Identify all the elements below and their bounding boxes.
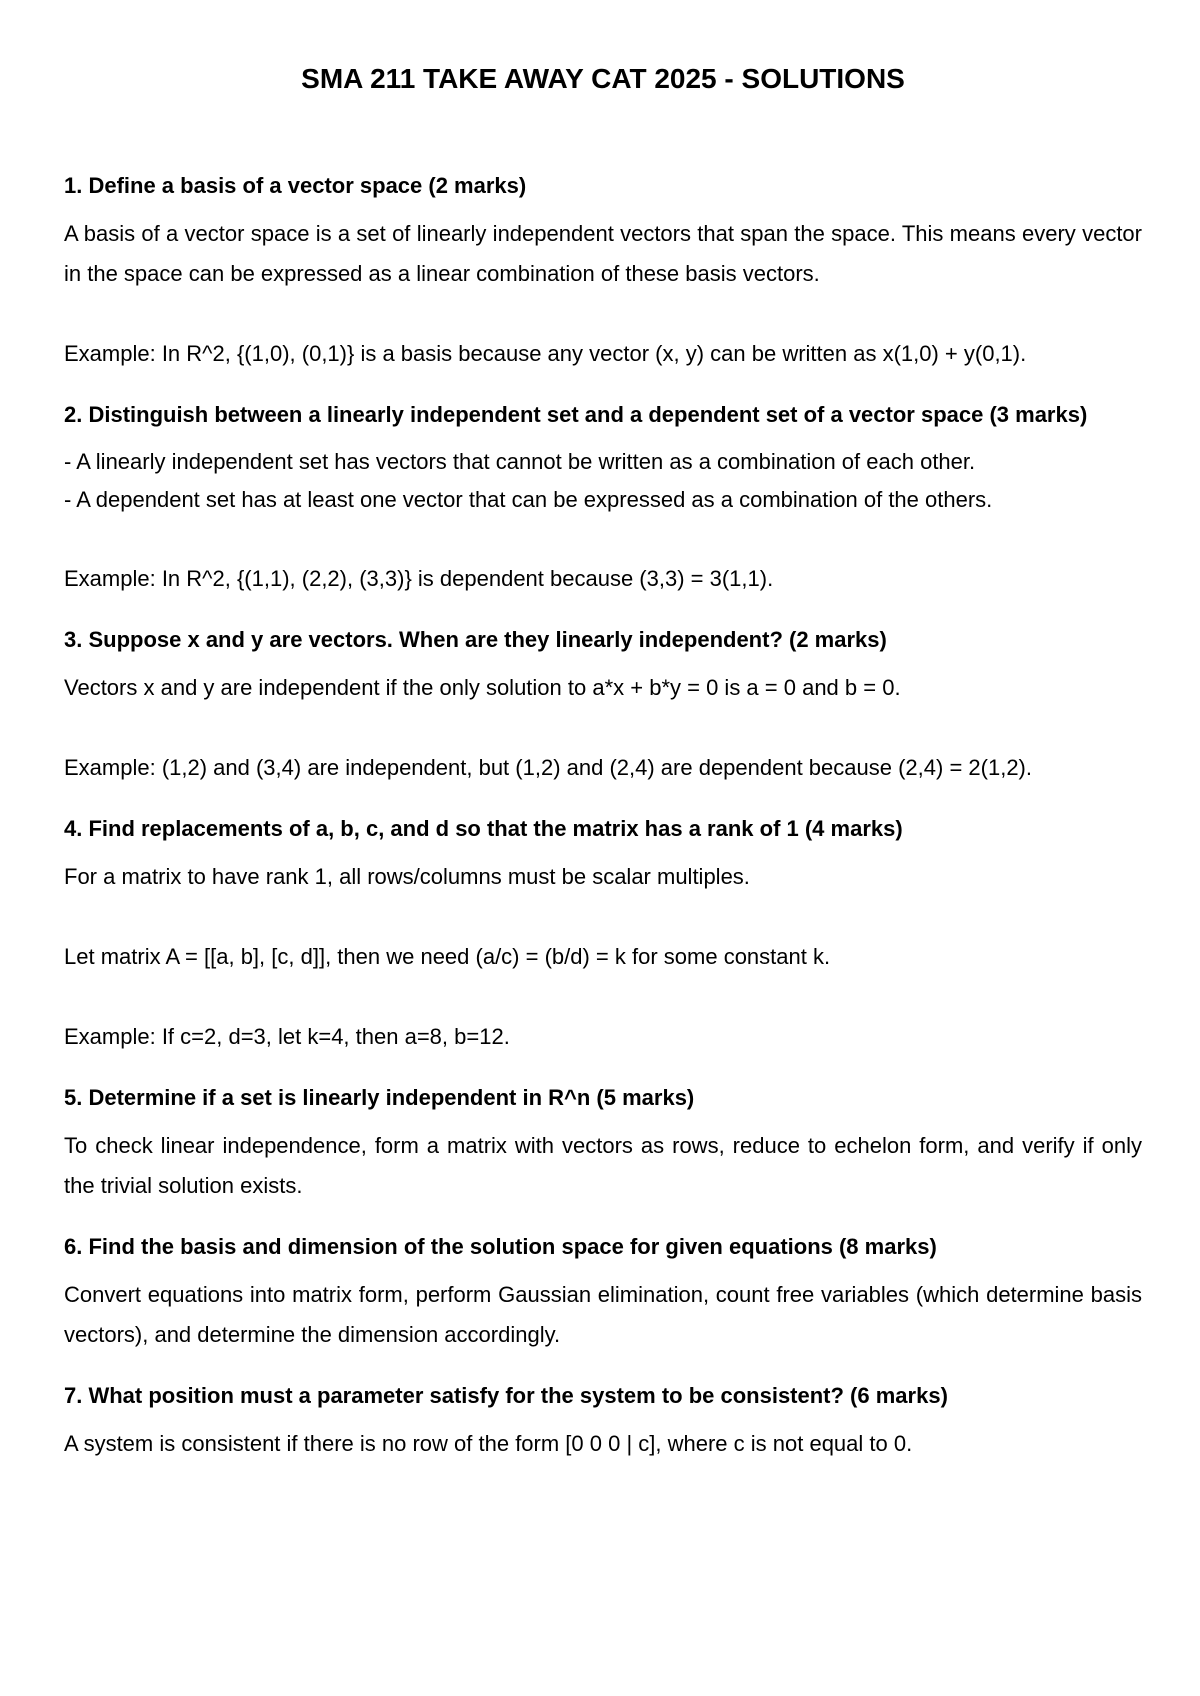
answer-text: To check linear independence, form a matrix with vectors as rows, reduce to echelon form, and verify if only the trivial solution exists. — [64, 1133, 1142, 1198]
question-6 — [64, 1227, 1142, 1355]
answer-text: A basis of a vector space is a set of linearly independent vectors that span the space. This means every vector in the space can be expressed as a linear combination of these basis vectors. — [64, 221, 1142, 286]
answer-example: Example: If c=2, d=3, let k=4, then a=8, b=12. — [64, 1024, 510, 1049]
question-4 — [64, 809, 1142, 1057]
question-heading: 4. Find replacements of a, b, c, and d so that the matrix has a rank of 1 (4 marks) — [64, 816, 903, 841]
question-2 — [64, 395, 1142, 599]
document-page — [64, 62, 1142, 1464]
answer-text: For a matrix to have rank 1, all rows/columns must be scalar multiples. — [64, 864, 750, 889]
question-7 — [64, 1376, 1142, 1464]
question-heading: 6. Find the basis and dimension of the solution space for given equations (8 marks) — [64, 1234, 937, 1259]
question-3 — [64, 620, 1142, 788]
answer-text: - A dependent set has at least one vector that can be expressed as a combination of the others. — [64, 487, 993, 512]
answer-example: Example: In R^2, {(1,1), (2,2), (3,3)} is dependent because (3,3) = 3(1,1). — [64, 566, 774, 591]
answer-text: Vectors x and y are independent if the only solution to a*x + b*y = 0 is a = 0 and b = 0. — [64, 675, 901, 700]
question-heading: 7. What position must a parameter satisfy for the system to be consistent? (6 marks) — [64, 1383, 948, 1408]
question-heading: 3. Suppose x and y are vectors. When are they linearly independent? (2 marks) — [64, 627, 887, 652]
question-heading: 1. Define a basis of a vector space (2 marks) — [64, 173, 527, 198]
question-heading: 5. Determine if a set is linearly independent in R^n (5 marks) — [64, 1085, 695, 1110]
question-5 — [64, 1078, 1142, 1206]
question-heading: 2. Distinguish between a linearly independent set and a dependent set of a vector space (3 marks) — [64, 402, 1088, 427]
answer-example: Example: (1,2) and (3,4) are independent, but (1,2) and (2,4) are dependent because (2,4) = 2(1,2). — [64, 755, 1032, 780]
answer-text: A system is consistent if there is no row of the form [0 0 0 | c], where c is not equal to 0. — [64, 1431, 913, 1456]
answer-example: Example: In R^2, {(1,0), (0,1)} is a basis because any vector (x, y) can be written as x(1,0) + y(0,1). — [64, 341, 1027, 366]
answer-text: - A linearly independent set has vectors that cannot be written as a combination of each other. — [64, 449, 976, 474]
answer-text: Let matrix A = [[a, b], [c, d]], then we need (a/c) = (b/d) = k for some constant k. — [64, 944, 831, 969]
question-1 — [64, 166, 1142, 374]
document-title: SMA 211 TAKE AWAY CAT 2025 - SOLUTIONS — [301, 63, 905, 94]
answer-text: Convert equations into matrix form, perform Gaussian elimination, count free variables (which determine basis vectors), and determine the dimension accordingly. — [64, 1282, 1142, 1347]
